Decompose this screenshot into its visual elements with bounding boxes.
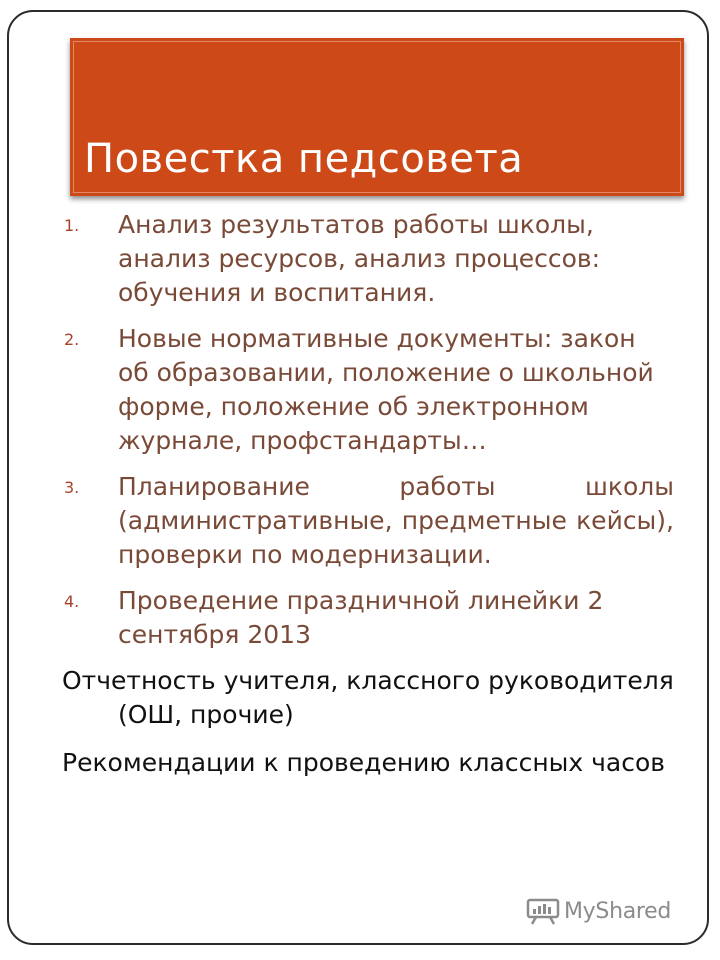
agenda-item [62, 470, 674, 572]
agenda-item-number: 4. [64, 592, 80, 611]
presentation-board-icon [526, 897, 560, 925]
agenda-item [62, 322, 674, 458]
watermark-text: MyShared [564, 898, 672, 924]
agenda-item [62, 208, 674, 310]
agenda-item-text: Планирование работы школы (административные, предметные кейсы), проверки по модернизации. [118, 472, 674, 569]
title-band [70, 38, 684, 196]
agenda-item [62, 584, 674, 652]
slide-title: Повестка педсовета [84, 136, 524, 182]
agenda-item-number: 2. [64, 330, 80, 349]
agenda-list [62, 208, 674, 780]
agenda-item-text: Проведение праздничной линейки 2 сентября 2013 [118, 586, 604, 649]
agenda-item-number: 3. [64, 478, 80, 497]
agenda-item-text: Новые нормативные документы: закон об образовании, положение о школьной форме, положение об электронном журнале, профстандарты… [118, 324, 654, 455]
watermark [526, 896, 671, 926]
agenda-item-text: Анализ результатов работы школы, анализ ресурсов, анализ процессов: обучения и воспитания. [118, 210, 601, 307]
agenda-item-number: 1. [64, 216, 80, 235]
extra-line-reporting: Отчетность учителя, классного руководителя (ОШ, прочие) [62, 666, 674, 729]
extra-line-recommendations: Рекомендации к проведению классных часов [62, 748, 666, 777]
